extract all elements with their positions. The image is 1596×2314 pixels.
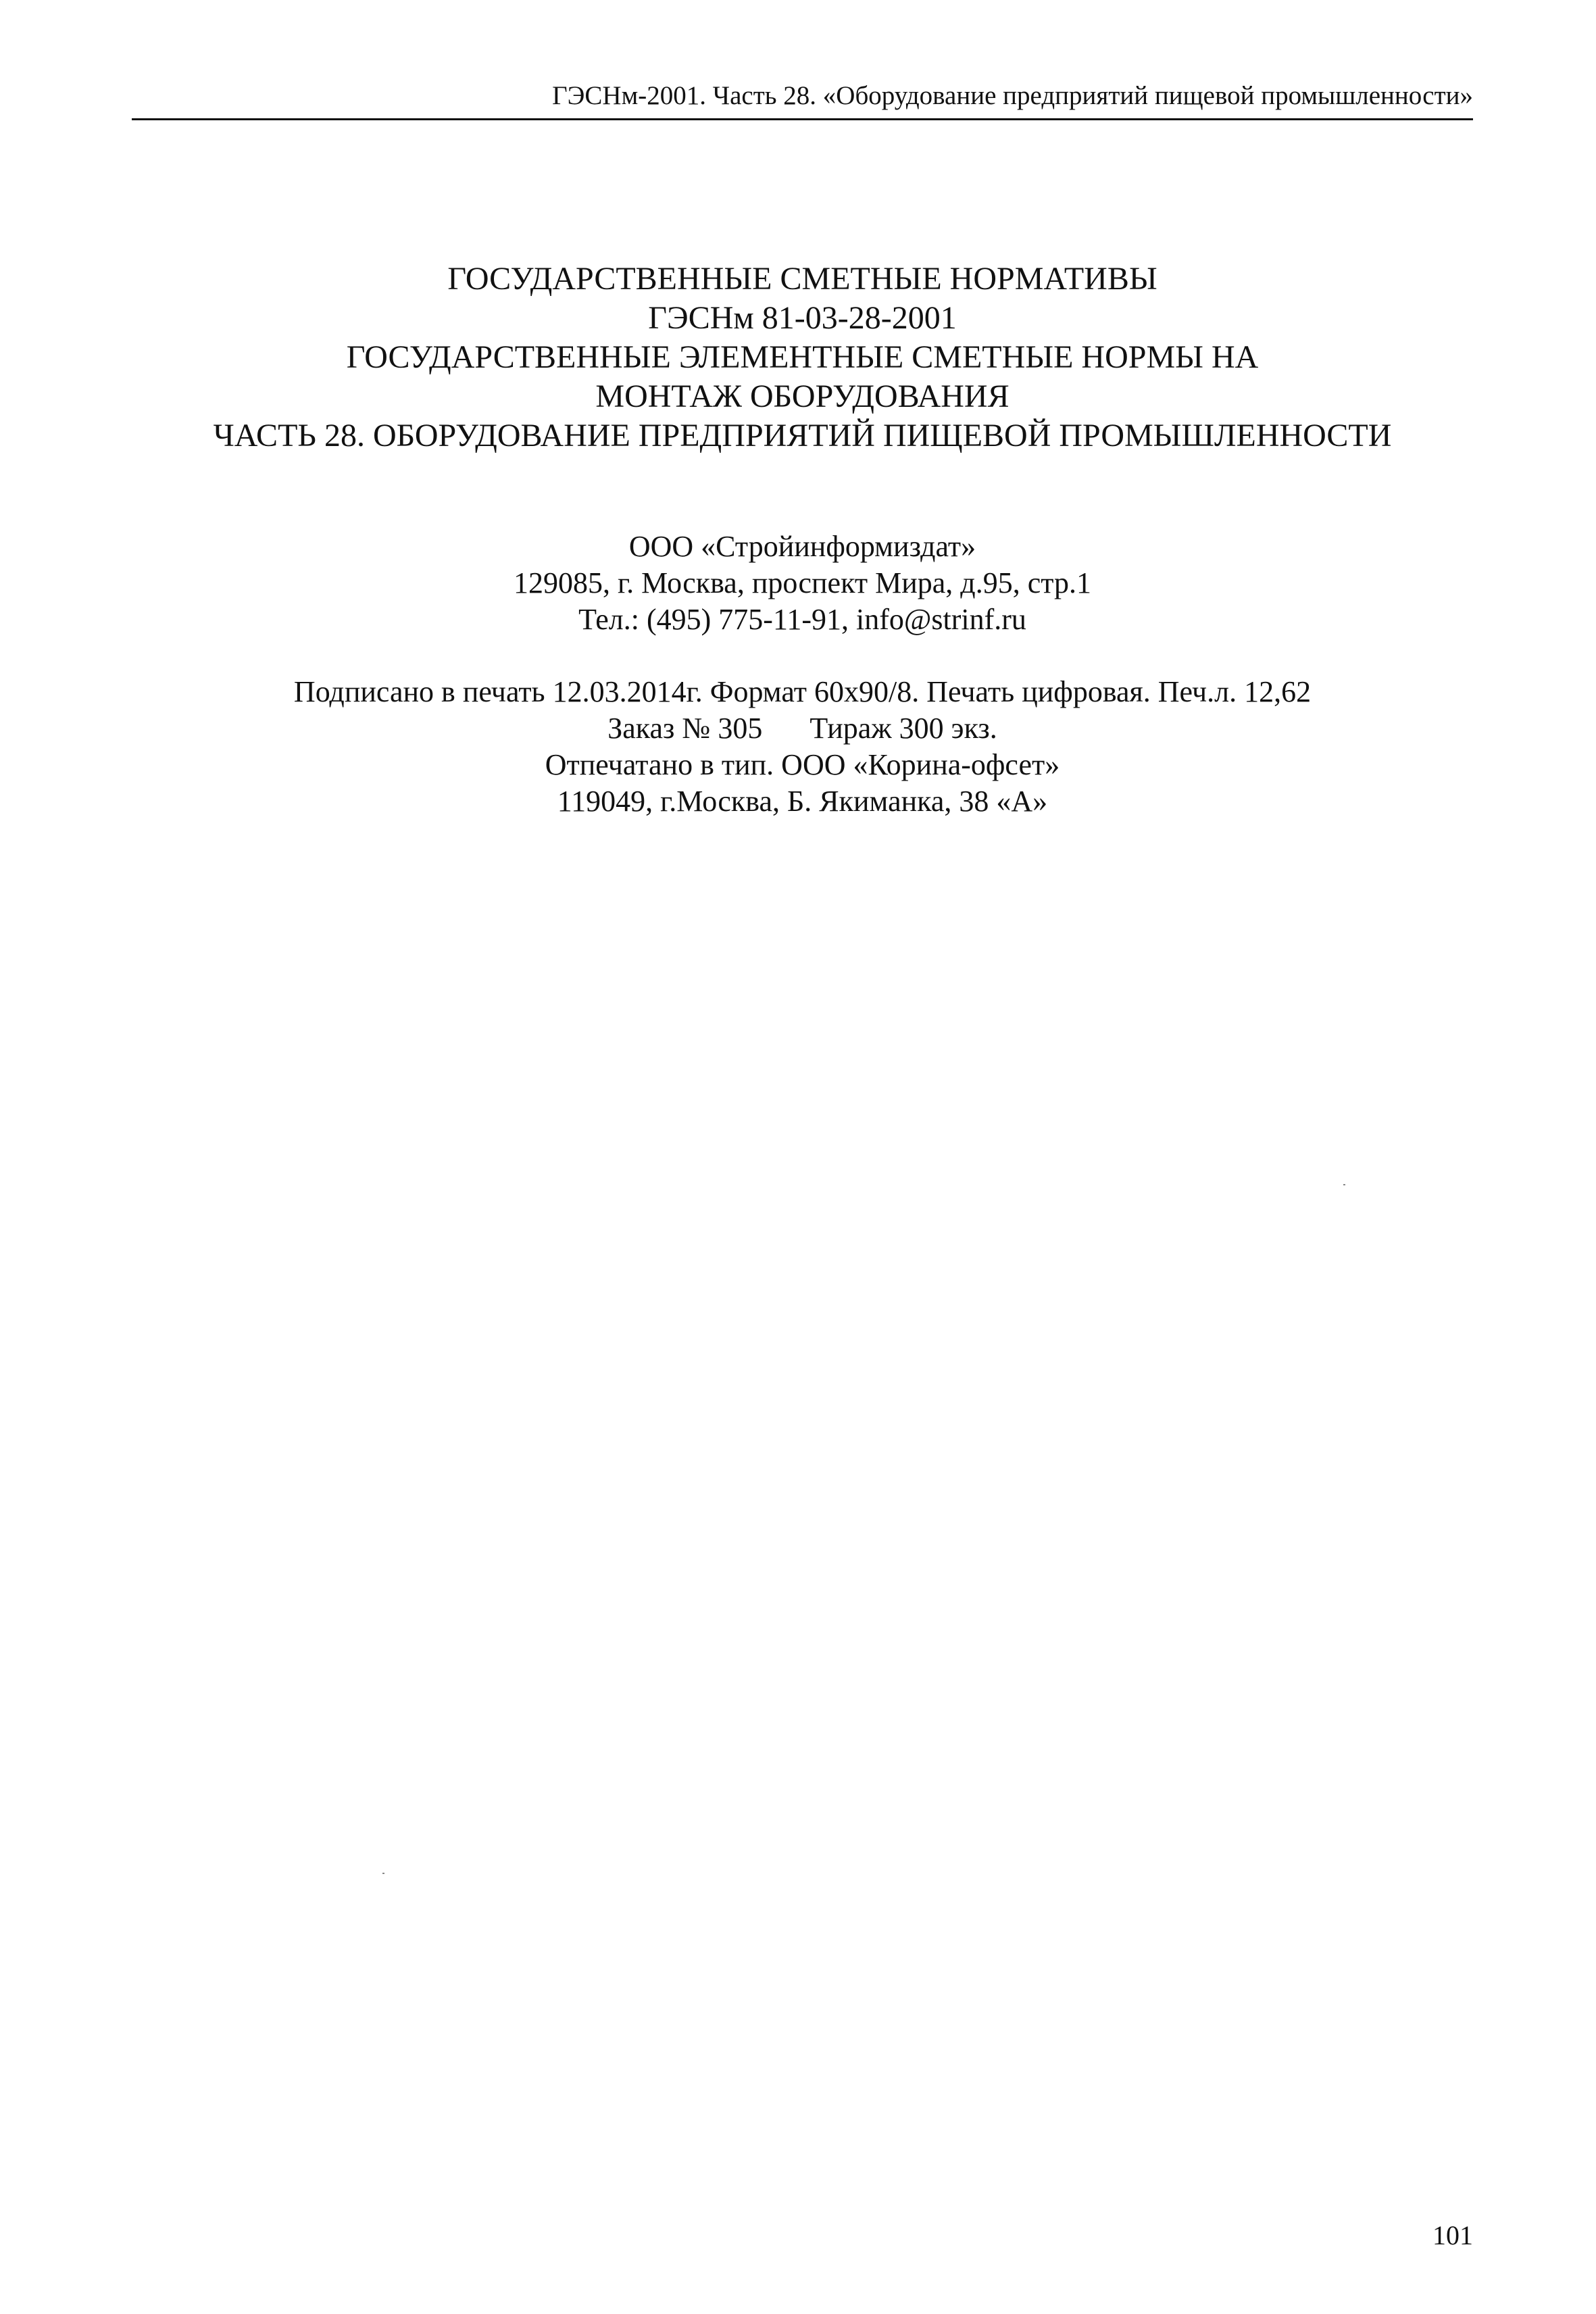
publisher-contacts: Тел.: (495) 775-11-91, info@strinf.ru bbox=[578, 603, 1026, 636]
publisher-name: ООО «Стройинформиздат» bbox=[628, 530, 976, 563]
print-order-line bbox=[132, 710, 1473, 747]
scan-speck bbox=[382, 1873, 384, 1874]
title-line-2: ГЭСНм 81-03-28-2001 bbox=[648, 300, 957, 336]
title-line-3: ГОСУДАРСТВЕННЫЕ ЭЛЕМЕНТНЫЕ СМЕТНЫЕ НОРМЫ НА bbox=[346, 339, 1259, 375]
printer-line: Отпечатано в тип. ООО «Корина-офсет» bbox=[545, 748, 1060, 781]
circulation: Тираж 300 экз. bbox=[809, 712, 997, 745]
running-header: ГЭСНм-2001. Часть 28. «Оборудование предприятий пищевой промышленности» bbox=[552, 81, 1473, 110]
print-info-block bbox=[132, 674, 1473, 820]
title-block bbox=[132, 260, 1473, 456]
publisher-address: 129085, г. Москва, проспект Мира, д.95, стр.1 bbox=[514, 566, 1091, 599]
scan-speck bbox=[1343, 1184, 1345, 1185]
title-line-4: МОНТАЖ ОБОРУДОВАНИЯ bbox=[595, 378, 1009, 414]
publisher-block bbox=[132, 528, 1473, 638]
order-number: Заказ № 305 bbox=[607, 712, 763, 745]
header-rule bbox=[132, 118, 1473, 120]
title-line-1: ГОСУДАРСТВЕННЫЕ СМЕТНЫЕ НОРМАТИВЫ bbox=[447, 261, 1157, 297]
print-signed-line: Подписано в печать 12.03.2014г. Формат 60х90/8. Печать цифровая. Печ.л. 12,62 bbox=[293, 675, 1312, 708]
page-number: 101 bbox=[1432, 2220, 1473, 2250]
printer-address-line: 119049, г.Москва, Б. Якиманка, 38 «А» bbox=[557, 785, 1048, 818]
title-line-5: ЧАСТЬ 28. ОБОРУДОВАНИЕ ПРЕДПРИЯТИЙ ПИЩЕВОЙ ПРОМЫШЛЕННОСТИ bbox=[213, 418, 1392, 453]
